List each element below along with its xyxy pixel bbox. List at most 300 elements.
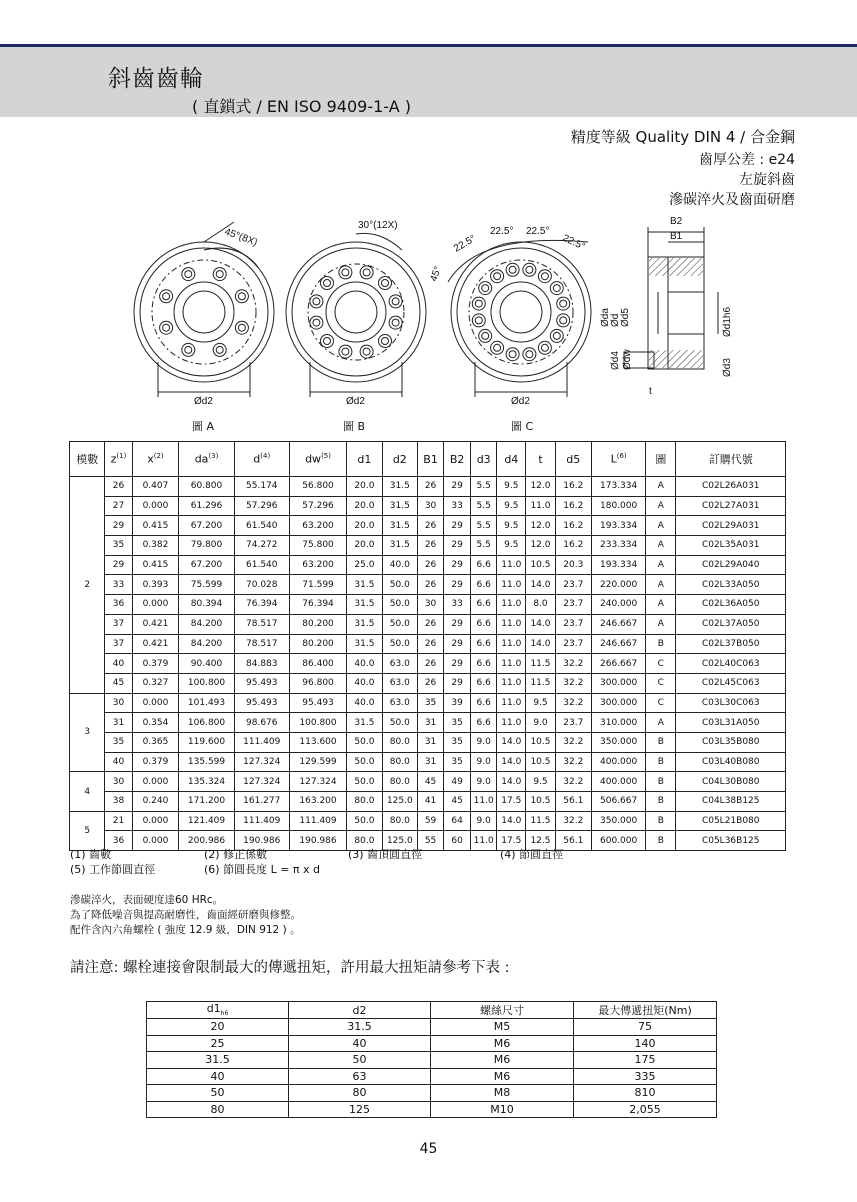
table-cell: A xyxy=(646,555,676,575)
bolt-hole xyxy=(482,285,489,292)
table-cell: 63.0 xyxy=(382,673,417,693)
table-cell: 26 xyxy=(418,614,444,634)
table-cell: 6.6 xyxy=(471,713,497,733)
torque-notice: 請注意: 螺栓連接會限制最大的傳遞扭矩，許用最大扭矩請參考下表 : xyxy=(70,960,510,976)
table-cell: 78.517 xyxy=(234,614,289,634)
torque-table-body xyxy=(147,1019,717,1118)
table-cell: 57.296 xyxy=(289,496,346,516)
table-cell: 29 xyxy=(444,536,471,556)
table-cell: 16.2 xyxy=(555,516,591,536)
table-cell: C02L29A031 xyxy=(676,516,786,536)
table-cell: 101.493 xyxy=(179,693,234,713)
table-cell: 233.334 xyxy=(592,536,646,556)
table-cell: 10.5 xyxy=(526,732,555,752)
table-header-cell: d4 xyxy=(497,442,526,477)
bolt-hole xyxy=(475,317,482,324)
table-cell: 11.0 xyxy=(471,792,497,812)
b2-label: B2 xyxy=(670,216,683,227)
table-cell: A xyxy=(646,496,676,516)
table-cell: 23.7 xyxy=(555,614,591,634)
module-cell: 4 xyxy=(70,772,105,811)
table-header-cell: d2 xyxy=(382,442,417,477)
table-cell: 80.0 xyxy=(382,772,417,792)
bolt-hole xyxy=(560,317,567,324)
bolt-hole xyxy=(509,266,516,273)
table-cell: 31.5 xyxy=(347,634,382,654)
torque-cell: 80 xyxy=(147,1101,289,1118)
spec-tolerance: 齒厚公差 : e24 xyxy=(698,152,795,168)
figure-a-caption: 圖 A xyxy=(192,420,215,433)
table-cell: 23.7 xyxy=(555,634,591,654)
torque-cell: 80 xyxy=(289,1085,431,1102)
table-cell: 95.493 xyxy=(289,693,346,713)
page-subtitle: ( 直鎖式 / EN ISO 9409-1-A ) xyxy=(192,97,411,116)
table-cell: 32.2 xyxy=(555,693,591,713)
table-cell: 0.327 xyxy=(132,673,179,693)
table-cell: 16.2 xyxy=(555,496,591,516)
torque-cell: 40 xyxy=(289,1035,431,1052)
table-cell: 80.0 xyxy=(382,811,417,831)
bolt-hole xyxy=(360,345,373,358)
table-cell: 50.0 xyxy=(347,732,382,752)
table-row xyxy=(70,732,786,752)
table-cell: 106.800 xyxy=(179,713,234,733)
table-cell: 0.393 xyxy=(132,575,179,595)
bolt-hole xyxy=(313,298,320,305)
bolt-hole xyxy=(482,332,489,339)
table-cell: 59 xyxy=(418,811,444,831)
angle-c-label-4: 22.5° xyxy=(560,232,587,253)
table-cell: 31 xyxy=(418,732,444,752)
table-cell: A xyxy=(646,575,676,595)
table-cell: 98.676 xyxy=(234,713,289,733)
table-cell: 119.600 xyxy=(179,732,234,752)
table-cell: 60 xyxy=(444,831,471,851)
table-cell: 35 xyxy=(444,713,471,733)
table-cell: 32.2 xyxy=(555,654,591,674)
bolt-hole xyxy=(491,270,504,283)
table-cell: 10.5 xyxy=(526,555,555,575)
table-header-cell: 模數 xyxy=(70,442,105,477)
table-cell: 50.0 xyxy=(382,575,417,595)
table-cell: 23.7 xyxy=(555,713,591,733)
torque-cell: M6 xyxy=(431,1068,574,1085)
bolt-hole xyxy=(182,343,195,356)
table-cell: 0.000 xyxy=(132,831,179,851)
table-cell: 50.0 xyxy=(347,752,382,772)
table-cell: 11.0 xyxy=(497,673,526,693)
table-cell: 40 xyxy=(105,752,132,772)
bolt-hole xyxy=(379,277,392,290)
table-cell: 127.324 xyxy=(234,752,289,772)
table-cell: A xyxy=(646,614,676,634)
d2-label-c: Ød2 xyxy=(511,396,530,407)
table-cell: 67.200 xyxy=(179,516,234,536)
table-cell: 0.365 xyxy=(132,732,179,752)
bolt-hole xyxy=(163,324,170,331)
table-cell: 0.379 xyxy=(132,752,179,772)
table-cell: 0.415 xyxy=(132,516,179,536)
table-cell: 200.986 xyxy=(179,831,234,851)
table-cell: 29 xyxy=(105,516,132,536)
table-cell: 5.5 xyxy=(471,477,497,497)
table-cell: 17.5 xyxy=(497,831,526,851)
table-row xyxy=(70,516,786,536)
table-cell: 25.0 xyxy=(347,555,382,575)
table-cell: B xyxy=(646,811,676,831)
table-cell: 29 xyxy=(444,575,471,595)
torque-cell: M6 xyxy=(431,1052,574,1069)
table-cell: C02L33A050 xyxy=(676,575,786,595)
footnote-6: (6) 節圓長度 L = π x d xyxy=(204,863,321,876)
table-cell: 50.0 xyxy=(347,811,382,831)
table-cell: 111.409 xyxy=(234,732,289,752)
table-cell: 350.000 xyxy=(592,732,646,752)
bolt-hole xyxy=(553,285,560,292)
bolt-hole xyxy=(538,341,551,354)
table-cell: 127.324 xyxy=(234,772,289,792)
table-cell: C03L31A050 xyxy=(676,713,786,733)
table-cell: A xyxy=(646,536,676,556)
table-cell: 6.6 xyxy=(471,614,497,634)
angle-b-label: 30°(12X) xyxy=(358,220,398,231)
bolt-hole xyxy=(526,266,533,273)
table-cell: C05L36B125 xyxy=(676,831,786,851)
table-cell: B xyxy=(646,792,676,812)
table-cell: 67.200 xyxy=(179,555,234,575)
torque-cell: M5 xyxy=(431,1019,574,1036)
table-cell: 55 xyxy=(418,831,444,851)
footnote-3: (3) 齒頂圓直徑 xyxy=(348,848,423,861)
table-header-cell: B2 xyxy=(444,442,471,477)
table-cell: 14.0 xyxy=(526,575,555,595)
table-row xyxy=(70,575,786,595)
table-body xyxy=(70,477,786,851)
table-cell: 26 xyxy=(418,536,444,556)
table-cell: 350.000 xyxy=(592,811,646,831)
bolt-hole xyxy=(238,293,245,300)
bolt-hole xyxy=(526,351,533,358)
table-cell: 29 xyxy=(444,555,471,575)
bolt-hole xyxy=(310,316,323,329)
table-cell: 31.5 xyxy=(347,575,382,595)
table-header-cell: $x^{(2)}$ xyxy=(132,442,179,477)
table-cell: C02L35A031 xyxy=(676,536,786,556)
table-cell: 32.2 xyxy=(555,772,591,792)
bolt-hole xyxy=(491,341,504,354)
bolt-hole xyxy=(550,329,563,342)
table-cell: 20.0 xyxy=(347,477,382,497)
table-cell: 310.000 xyxy=(592,713,646,733)
table-row xyxy=(70,752,786,772)
bolt-hole xyxy=(389,295,402,308)
table-header-cell: d1 xyxy=(347,442,382,477)
table-cell: 9.0 xyxy=(471,811,497,831)
angle-c-label-3: 22.5° xyxy=(526,226,550,237)
table-cell: 29 xyxy=(444,673,471,693)
page-number: 45 xyxy=(419,1141,438,1157)
table-cell: 37 xyxy=(105,634,132,654)
table-cell: C04L38B125 xyxy=(676,792,786,812)
bolt-hole xyxy=(313,319,320,326)
table-cell: 31.5 xyxy=(347,595,382,615)
table-cell: 63.0 xyxy=(382,654,417,674)
remark-3: 配件含內六角螺栓 ( 強度 12.9 級，DIN 912 ) 。 xyxy=(70,924,301,936)
bolt-hole xyxy=(392,298,399,305)
table-cell: 16.2 xyxy=(555,536,591,556)
gear-spec-table xyxy=(69,441,786,851)
table-cell: 190.986 xyxy=(234,831,289,851)
bolt-hole xyxy=(310,295,323,308)
bolt-hole xyxy=(541,344,548,351)
table-cell: 9.5 xyxy=(497,496,526,516)
table-cell: 11.0 xyxy=(471,831,497,851)
module-cell: 5 xyxy=(70,811,105,850)
table-cell: 111.409 xyxy=(234,811,289,831)
table-cell: 8.0 xyxy=(526,595,555,615)
table-cell: 14.0 xyxy=(497,772,526,792)
table-cell: 70.028 xyxy=(234,575,289,595)
table-cell: 45 xyxy=(444,792,471,812)
table-cell: 61.296 xyxy=(179,496,234,516)
d5-label: Ød5 xyxy=(620,308,631,327)
figure-b-caption: 圖 B xyxy=(343,420,366,433)
table-cell: 600.000 xyxy=(592,831,646,851)
bolt-hole xyxy=(557,314,570,327)
table-cell: 0.379 xyxy=(132,654,179,674)
bolt-hole xyxy=(472,297,485,310)
d4-label: Ød4 xyxy=(610,351,621,370)
table-cell: 26 xyxy=(418,516,444,536)
torque-cell: 20 xyxy=(147,1019,289,1036)
bolt-hole xyxy=(523,263,536,276)
b1-label: B1 xyxy=(670,231,683,242)
table-cell: 26 xyxy=(418,634,444,654)
bolt-hole xyxy=(324,338,331,345)
torque-cell: M8 xyxy=(431,1085,574,1102)
table-cell: C02L27A031 xyxy=(676,496,786,516)
side-view-drawing xyxy=(624,227,718,369)
bolt-hole xyxy=(235,290,248,303)
table-cell: 45 xyxy=(105,673,132,693)
table-cell: C02L37A050 xyxy=(676,614,786,634)
side-view-hatching xyxy=(649,258,703,368)
table-cell: 45 xyxy=(418,772,444,792)
table-cell: 29 xyxy=(444,654,471,674)
table-cell: 29 xyxy=(444,634,471,654)
dw-label: Ødw xyxy=(622,349,633,370)
table-cell: B xyxy=(646,772,676,792)
bolt-hole xyxy=(475,300,482,307)
table-cell: 33 xyxy=(105,575,132,595)
table-cell: 6.6 xyxy=(471,575,497,595)
table-row xyxy=(70,713,786,733)
table-cell: 80.0 xyxy=(347,792,382,812)
table-row xyxy=(70,595,786,615)
table-cell: 20.0 xyxy=(347,516,382,536)
table-cell: 10.5 xyxy=(526,792,555,812)
table-cell: 121.409 xyxy=(179,811,234,831)
table-cell: 125.0 xyxy=(382,792,417,812)
footnote-4: (4) 節圓直徑 xyxy=(500,848,564,861)
table-cell: 32.2 xyxy=(555,673,591,693)
table-cell: A xyxy=(646,595,676,615)
table-cell: 71.599 xyxy=(289,575,346,595)
table-cell: 30 xyxy=(105,693,132,713)
table-cell: 30 xyxy=(418,595,444,615)
table-cell: 11.0 xyxy=(497,693,526,713)
table-cell: 9.5 xyxy=(526,693,555,713)
bolt-hole xyxy=(238,324,245,331)
table-cell: 49 xyxy=(444,772,471,792)
table-cell: 20.3 xyxy=(555,555,591,575)
table-cell: 80.0 xyxy=(382,732,417,752)
table-cell: A xyxy=(646,477,676,497)
bolt-hole xyxy=(160,321,173,334)
table-cell: 50.0 xyxy=(347,772,382,792)
bolt-hole xyxy=(163,293,170,300)
table-row xyxy=(70,477,786,497)
table-cell: 76.394 xyxy=(234,595,289,615)
table-cell: 31.5 xyxy=(382,477,417,497)
table-cell: 171.200 xyxy=(179,792,234,812)
table-cell: 60.800 xyxy=(179,477,234,497)
torque-cell: 125 xyxy=(289,1101,431,1118)
table-cell: 32.2 xyxy=(555,732,591,752)
bolt-hole xyxy=(342,269,349,276)
table-header-cell: $dw^{(5)}$ xyxy=(289,442,346,477)
table-cell: 30 xyxy=(418,496,444,516)
table-cell: 266.667 xyxy=(592,654,646,674)
table-cell: 26 xyxy=(418,477,444,497)
table-cell: 32.2 xyxy=(555,752,591,772)
torque-header-d1: $d1_{h6}$ xyxy=(147,1002,289,1019)
table-cell: 300.000 xyxy=(592,673,646,693)
table-cell: 35 xyxy=(105,732,132,752)
table-cell: 11.0 xyxy=(526,496,555,516)
table-header-cell: d5 xyxy=(555,442,591,477)
table-cell: 0.000 xyxy=(132,496,179,516)
table-cell: 100.800 xyxy=(289,713,346,733)
torque-table xyxy=(146,1001,717,1118)
table-cell: 79.800 xyxy=(179,536,234,556)
table-cell: C02L37B050 xyxy=(676,634,786,654)
table-cell: C xyxy=(646,673,676,693)
bolt-hole xyxy=(182,268,195,281)
bolt-hole xyxy=(472,314,485,327)
table-cell: 26 xyxy=(418,654,444,674)
table-cell: 39 xyxy=(444,693,471,713)
table-cell: 9.0 xyxy=(471,732,497,752)
table-cell: 76.394 xyxy=(289,595,346,615)
table-cell: 26 xyxy=(105,477,132,497)
torque-header-bolt: 螺絲尺寸 xyxy=(431,1002,574,1019)
table-cell: 31.5 xyxy=(382,516,417,536)
table-cell: 29 xyxy=(444,516,471,536)
table-cell: 400.000 xyxy=(592,752,646,772)
table-cell: 14.0 xyxy=(526,614,555,634)
table-row xyxy=(70,654,786,674)
da-label: Øda xyxy=(600,308,611,327)
table-cell: 40.0 xyxy=(347,654,382,674)
table-cell: 33 xyxy=(444,496,471,516)
figure-a-drawing xyxy=(134,222,274,397)
torque-row xyxy=(147,1068,717,1085)
bolt-hole xyxy=(324,280,331,287)
table-cell: 29 xyxy=(444,614,471,634)
table-cell: 0.240 xyxy=(132,792,179,812)
table-cell: 163.200 xyxy=(289,792,346,812)
table-cell: 23.7 xyxy=(555,575,591,595)
torque-cell: 140 xyxy=(574,1035,717,1052)
table-cell: 0.415 xyxy=(132,555,179,575)
table-cell: 35 xyxy=(418,693,444,713)
remark-2: 為了降低噪音與提高耐磨性，齒面經研磨與修整。 xyxy=(70,909,301,921)
angle-c-45-label: 45° xyxy=(428,265,444,284)
remarks xyxy=(70,893,301,938)
bolt-hole xyxy=(213,343,226,356)
page-title: 斜齒齒輪 xyxy=(108,66,204,92)
bolt-hole xyxy=(382,280,389,287)
table-cell: 111.409 xyxy=(289,811,346,831)
table-cell: C05L21B080 xyxy=(676,811,786,831)
d2-label-a: Ød2 xyxy=(194,396,213,407)
table-cell: 173.334 xyxy=(592,477,646,497)
table-cell: 11.0 xyxy=(497,575,526,595)
table-cell: 61.540 xyxy=(234,516,289,536)
table-cell: 11.0 xyxy=(497,713,526,733)
table-cell: 23.7 xyxy=(555,595,591,615)
table-cell: 40.0 xyxy=(347,673,382,693)
table-cell: 90.400 xyxy=(179,654,234,674)
table-cell: 5.5 xyxy=(471,536,497,556)
table-cell: 80.0 xyxy=(382,752,417,772)
table-header-cell: $L^{(6)}$ xyxy=(592,442,646,477)
table-header-row xyxy=(70,442,786,477)
table-cell: 21 xyxy=(105,811,132,831)
table-cell: 29 xyxy=(444,477,471,497)
table-header-cell: d3 xyxy=(471,442,497,477)
table-cell: 37 xyxy=(105,614,132,634)
spec-treatment: 滲碳淬火及齒面研磨 xyxy=(669,192,795,208)
table-cell: 80.200 xyxy=(289,634,346,654)
table-cell: 9.5 xyxy=(497,477,526,497)
table-cell: 12.5 xyxy=(526,831,555,851)
table-cell: 246.667 xyxy=(592,614,646,634)
table-cell: 14.0 xyxy=(497,732,526,752)
bolt-hole xyxy=(216,346,223,353)
table-cell: 240.000 xyxy=(592,595,646,615)
table-cell: 9.0 xyxy=(526,713,555,733)
angle-c-label-2: 22.5° xyxy=(490,226,514,237)
table-cell: 33 xyxy=(444,595,471,615)
table-cell: 9.5 xyxy=(497,536,526,556)
torque-cell: 50 xyxy=(147,1085,289,1102)
table-cell: 63.200 xyxy=(289,555,346,575)
table-cell: C02L26A031 xyxy=(676,477,786,497)
bolt-hole xyxy=(382,338,389,345)
table-header-cell: t xyxy=(526,442,555,477)
table-cell: 36 xyxy=(105,831,132,851)
torque-cell: 40 xyxy=(147,1068,289,1085)
table-cell: 17.5 xyxy=(497,792,526,812)
bolt-hole xyxy=(216,271,223,278)
table-cell: 11.5 xyxy=(526,654,555,674)
table-cell: 84.200 xyxy=(179,634,234,654)
table-cell: 80.200 xyxy=(289,614,346,634)
table-cell: 56.1 xyxy=(555,792,591,812)
table-row xyxy=(70,693,786,713)
